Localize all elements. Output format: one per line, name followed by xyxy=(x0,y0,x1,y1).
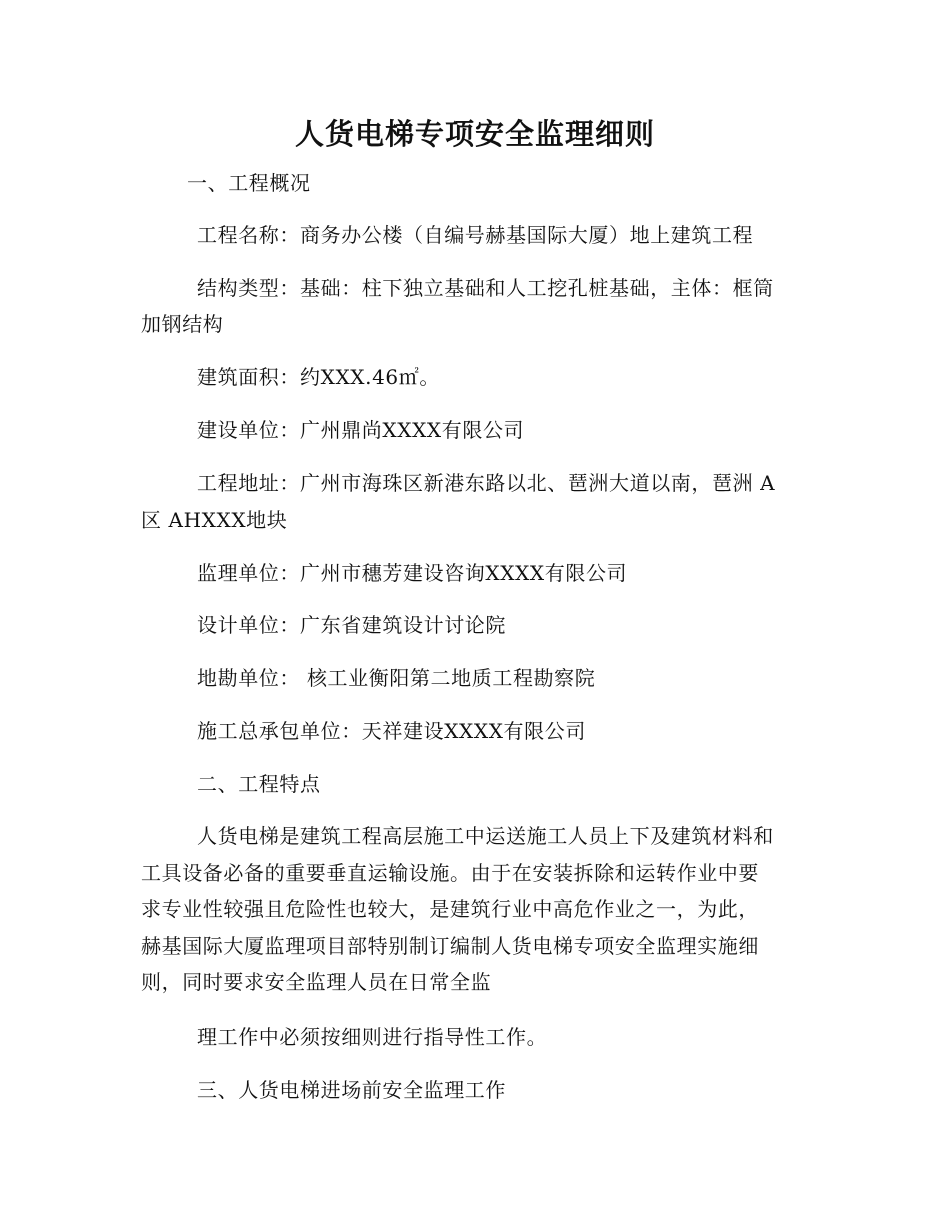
structure-type-line-continued: 加钢结构 xyxy=(141,312,224,336)
section-heading-overview: 一、工程概况 xyxy=(187,171,311,195)
paragraph-line: 则，同时要求安全监理人员在日常全监 xyxy=(141,970,492,994)
general-contractor-line: 施工总承包单位：天祥建设XXXX有限公司 xyxy=(197,719,586,743)
document-title: 人货电梯专项安全监理细则 xyxy=(294,117,655,151)
paragraph-continuation: 理工作中必须按细则进行指导性工作。 xyxy=(197,1025,548,1049)
survey-unit-line: 地勘单位： 核工业衡阳第二地质工程勘察院 xyxy=(197,666,596,690)
paragraph-line: 工具设备必备的重要垂直运输设施。由于在安装拆除和运转作业中要 xyxy=(141,860,759,885)
features-paragraph xyxy=(141,818,821,1001)
supervision-unit-line: 监理单位：广州市穗芳建设咨询XXXX有限公司 xyxy=(197,561,628,585)
project-address-line-continued: 区 AHXXX地块 xyxy=(141,508,288,532)
building-area-line: 建筑面积：约XXX.46㎡。 xyxy=(197,365,440,389)
paragraph-line: 求专业性较强且危险性也较大，是建筑行业中高危作业之一，为此， xyxy=(141,897,759,921)
paragraph-line: 人货电梯是建筑工程高层施工中运送施工人员上下及建筑材料和 xyxy=(197,824,774,848)
project-name-line: 工程名称：商务办公楼（自编号赫基国际大厦）地上建筑工程 xyxy=(197,223,754,247)
section-heading-pre-entry: 三、人货电梯进场前安全监理工作 xyxy=(197,1078,506,1102)
design-unit-line: 设计单位：广东省建筑设计讨论院 xyxy=(197,613,506,637)
structure-type-line: 结构类型：基础：柱下独立基础和人工挖孔桩基础，主体：框筒 xyxy=(197,276,774,300)
project-address-line: 工程地址：广州市海珠区新港东路以北、琶洲大道以南，琶洲 A xyxy=(197,471,776,495)
section-heading-features: 二、工程特点 xyxy=(197,772,321,796)
paragraph-line: 赫基国际大厦监理项目部特别制订编制人货电梯专项安全监理实施细 xyxy=(141,933,759,958)
construction-unit-line: 建设单位：广州鼎尚XXXX有限公司 xyxy=(197,418,525,442)
